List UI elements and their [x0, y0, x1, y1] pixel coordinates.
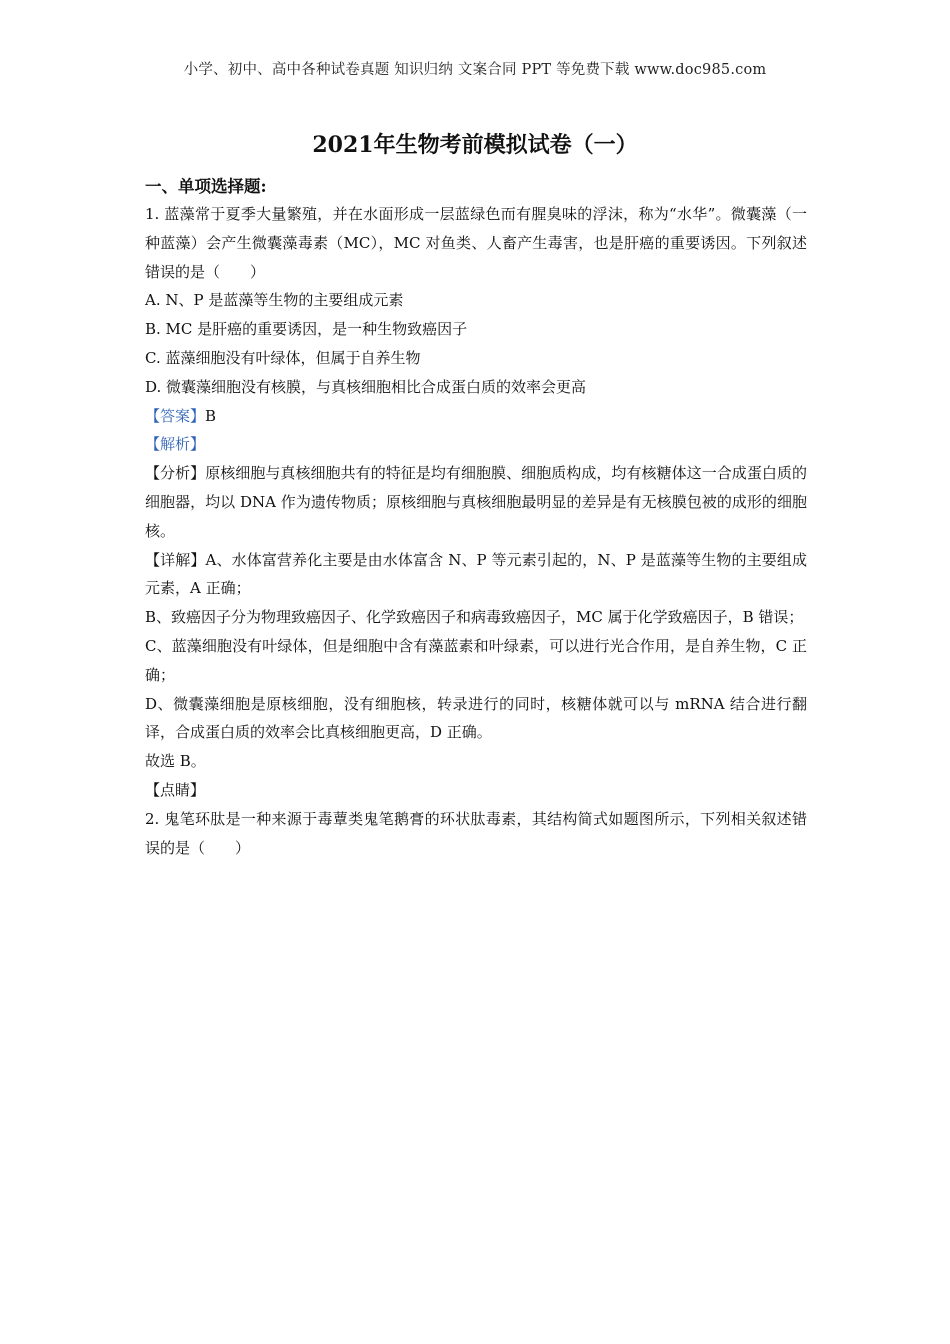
- page-header-banner: 小学、初中、高中各种试卷真题 知识归纳 文案合同 PPT 等免费下载 www.doc985.com: [183, 62, 767, 78]
- question-1-option-d: D. 微囊藻细胞没有核膜，与真核细胞相比合成蛋白质的效率会更高: [145, 377, 587, 396]
- question-1-option-b: B. MC 是肝癌的重要诱因，是一种生物致癌因子: [145, 320, 468, 339]
- xiangjie-paragraph-c: C、蓝藻细胞没有叶绿体，但是细胞中含有藻蓝素和叶绿素，可以进行光合作用，是自养生物，C 正确；: [145, 636, 807, 684]
- fenxi-text: 原核细胞与真核细胞共有的特征是均有细胞膜、细胞质构成，均有核糖体这一合成蛋白质的细胞器，均以 DNA 作为遗传物质；原核细胞与真核细胞最明显的差异是有无核膜包被的成形的细胞核。: [145, 464, 807, 540]
- xiangjie-a-text: A、水体富营养化主要是由水体富含 N、P 等元素引起的，N、P 是蓝藻等生物的主要组成元素，A 正确；: [145, 550, 807, 598]
- conclusion-line: 故选 B。: [145, 752, 206, 771]
- document-title: 2021年生物考前模拟试卷（一）: [312, 132, 638, 158]
- document-body: [145, 200, 807, 862]
- question-1-option-c: C. 蓝藻细胞没有叶绿体，但属于自养生物: [145, 348, 421, 367]
- xiangjie-paragraph-b: B、致癌因子分为物理致癌因子、化学致癌因子和病毒致癌因子，MC 属于化学致癌因子，B 错误；: [145, 608, 804, 627]
- fenxi-paragraph: [145, 459, 807, 545]
- dianjing-line: 【点睛】: [145, 780, 206, 799]
- analysis-label: 【解析】: [145, 435, 206, 454]
- analysis-line: [145, 430, 807, 459]
- answer-line: [145, 402, 807, 431]
- xiangjie-paragraph-a: [145, 546, 807, 604]
- fenxi-label: 【分析】: [145, 464, 206, 483]
- question-1-stem: 1. 蓝藻常于夏季大量繁殖，并在水面形成一层蓝绿色而有腥臭味的浮沫，称为“水华”。微囊藻（一种蓝藻）会产生微囊藻毒素（MC），MC 对鱼类、人畜产生毒害，也是肝癌的重要诱因。下列叙述错误的是（ ）: [145, 205, 807, 281]
- section-heading: 一、单项选择题:: [145, 177, 267, 196]
- answer-label: 【答案】: [145, 406, 206, 425]
- question-2-stem: 2. 鬼笔环肽是一种来源于毒蕈类鬼笔鹅膏的环状肽毒素，其结构简式如题图所示，下列相关叙述错误的是（ ）: [145, 809, 807, 857]
- answer-value: B: [205, 406, 217, 425]
- question-1-option-a: A. N、P 是蓝藻等生物的主要组成元素: [145, 291, 404, 310]
- xiangjie-paragraph-d: D、微囊藻细胞是原核细胞，没有细胞核，转录进行的同时，核糖体就可以与 mRNA 结合进行翻译，合成蛋白质的效率会比真核细胞更高，D 正确。: [145, 694, 807, 742]
- xiangjie-label: 【详解】: [145, 550, 206, 569]
